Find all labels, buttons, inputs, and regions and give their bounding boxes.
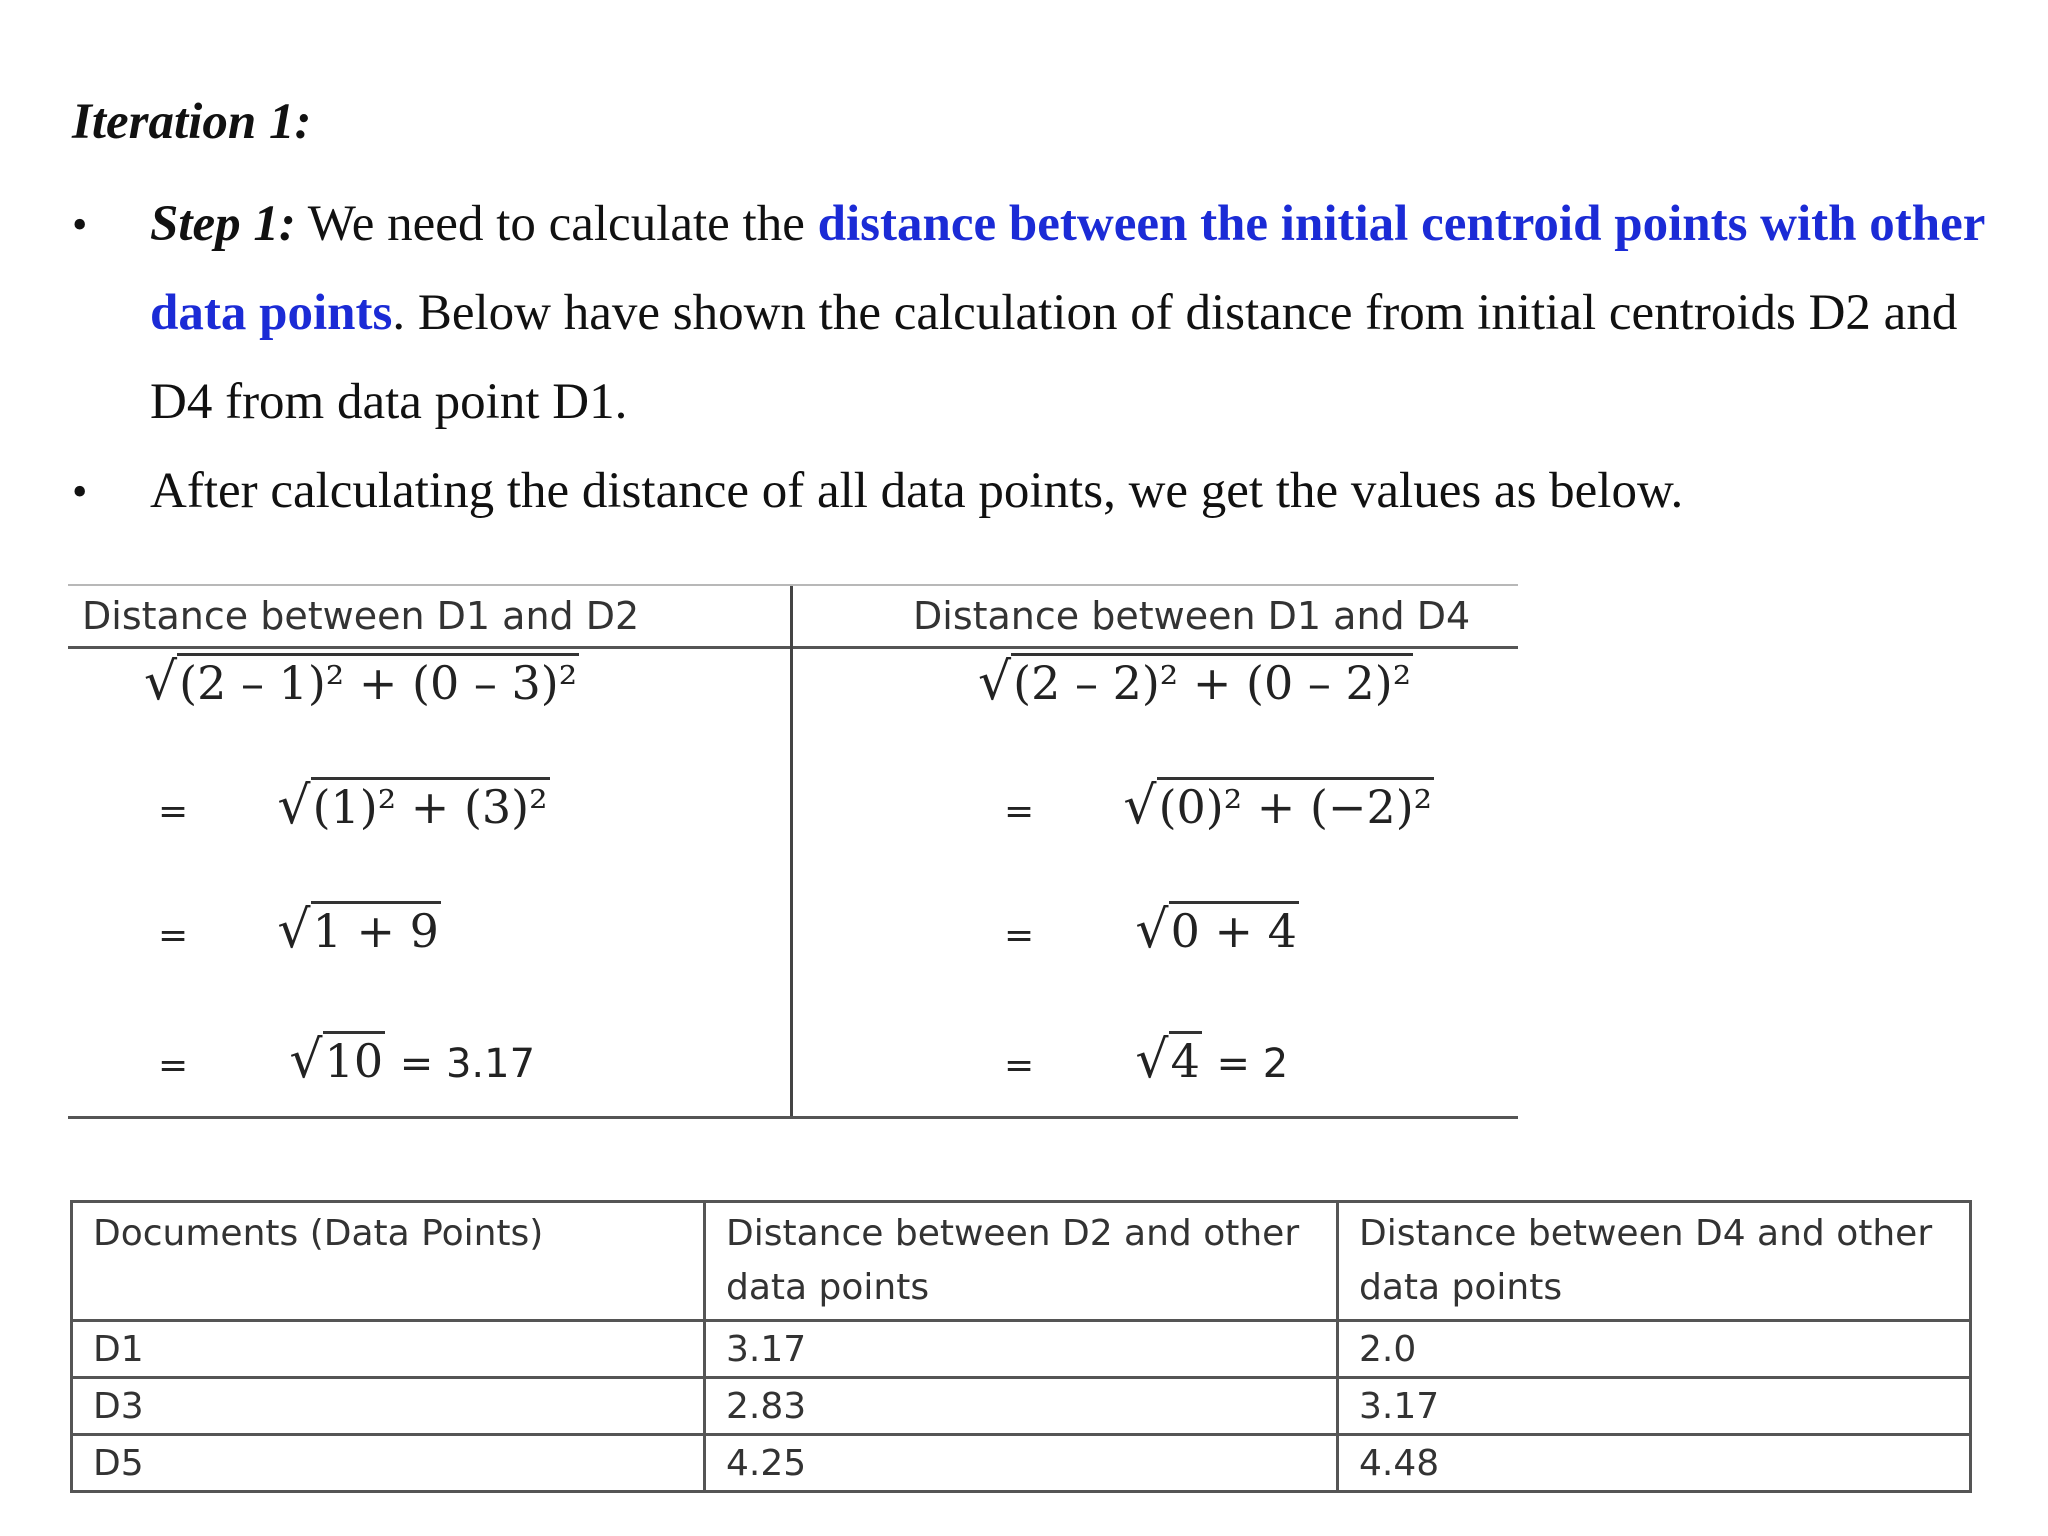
- d1-d4-formula: √(2 – 2)² + (0 – 2)²: [978, 652, 1412, 712]
- calc-header-row: [68, 586, 1518, 649]
- table-row: [72, 1435, 1971, 1492]
- cell-distance-d2: 3.17: [705, 1321, 1338, 1378]
- bullet-text: [150, 180, 2030, 447]
- d1-d2-result: = 3.17: [399, 1041, 536, 1087]
- header-d1-d2: Distance between D1 and D2: [82, 594, 640, 638]
- distance-results-table: [70, 1200, 1972, 1493]
- header-distance-d4: Distance between D4 and other data points: [1338, 1202, 1971, 1321]
- bullet-summary: [72, 447, 1972, 536]
- table-row: [72, 1378, 1971, 1435]
- bullet-marker: •: [72, 200, 88, 249]
- cell-document: D1: [72, 1321, 705, 1378]
- header-documents: Documents (Data Points): [72, 1202, 705, 1321]
- table-header-row: [72, 1202, 1971, 1321]
- d1-d4-step-1: = √(0)² + (−2)²: [1004, 776, 1433, 836]
- bullet-text: After calculating the distance of all data points, we get the values as below.: [150, 463, 1684, 519]
- d1-d2-step-1: = √(1)² + (3)²: [158, 776, 548, 836]
- bullet-step-1: [72, 180, 1985, 447]
- d1-d2-formula: √(2 – 1)² + (0 – 3)²: [144, 652, 578, 712]
- cell-distance-d4: 2.0: [1338, 1321, 1971, 1378]
- column-divider: [790, 586, 793, 1116]
- table-row: [72, 1321, 1971, 1378]
- step-label: Step 1:: [150, 196, 296, 252]
- cell-distance-d4: 3.17: [1338, 1378, 1971, 1435]
- cell-document: D3: [72, 1378, 705, 1435]
- distance-calculation-table: [68, 584, 1518, 1119]
- highlighted-text: distance between the initial centroid points with other data points: [150, 196, 1985, 341]
- d1-d2-step-3: = √10 = 3.17: [158, 1030, 536, 1090]
- d1-d4-step-2: = √0 + 4: [1004, 900, 1297, 960]
- cell-distance-d2: 2.83: [705, 1378, 1338, 1435]
- text-part: . Below have shown the calculation of distance from initial centroids D2 and D4 from data point D1.: [150, 285, 1958, 430]
- cell-document: D5: [72, 1435, 705, 1492]
- d1-d4-result: = 2: [1216, 1041, 1289, 1087]
- cell-distance-d4: 4.48: [1338, 1435, 1971, 1492]
- section-heading: Iteration 1:: [72, 94, 312, 150]
- d1-d4-step-3: = √4 = 2: [1004, 1030, 1289, 1090]
- bullet-marker: •: [72, 467, 88, 516]
- bullet-list: [72, 180, 1985, 536]
- header-d1-d4: Distance between D1 and D4: [913, 594, 1471, 638]
- d1-d2-step-2: = √1 + 9: [158, 900, 439, 960]
- cell-distance-d2: 4.25: [705, 1435, 1338, 1492]
- text-part: We need to calculate the: [295, 196, 818, 252]
- header-distance-d2: Distance between D2 and other data points: [705, 1202, 1338, 1321]
